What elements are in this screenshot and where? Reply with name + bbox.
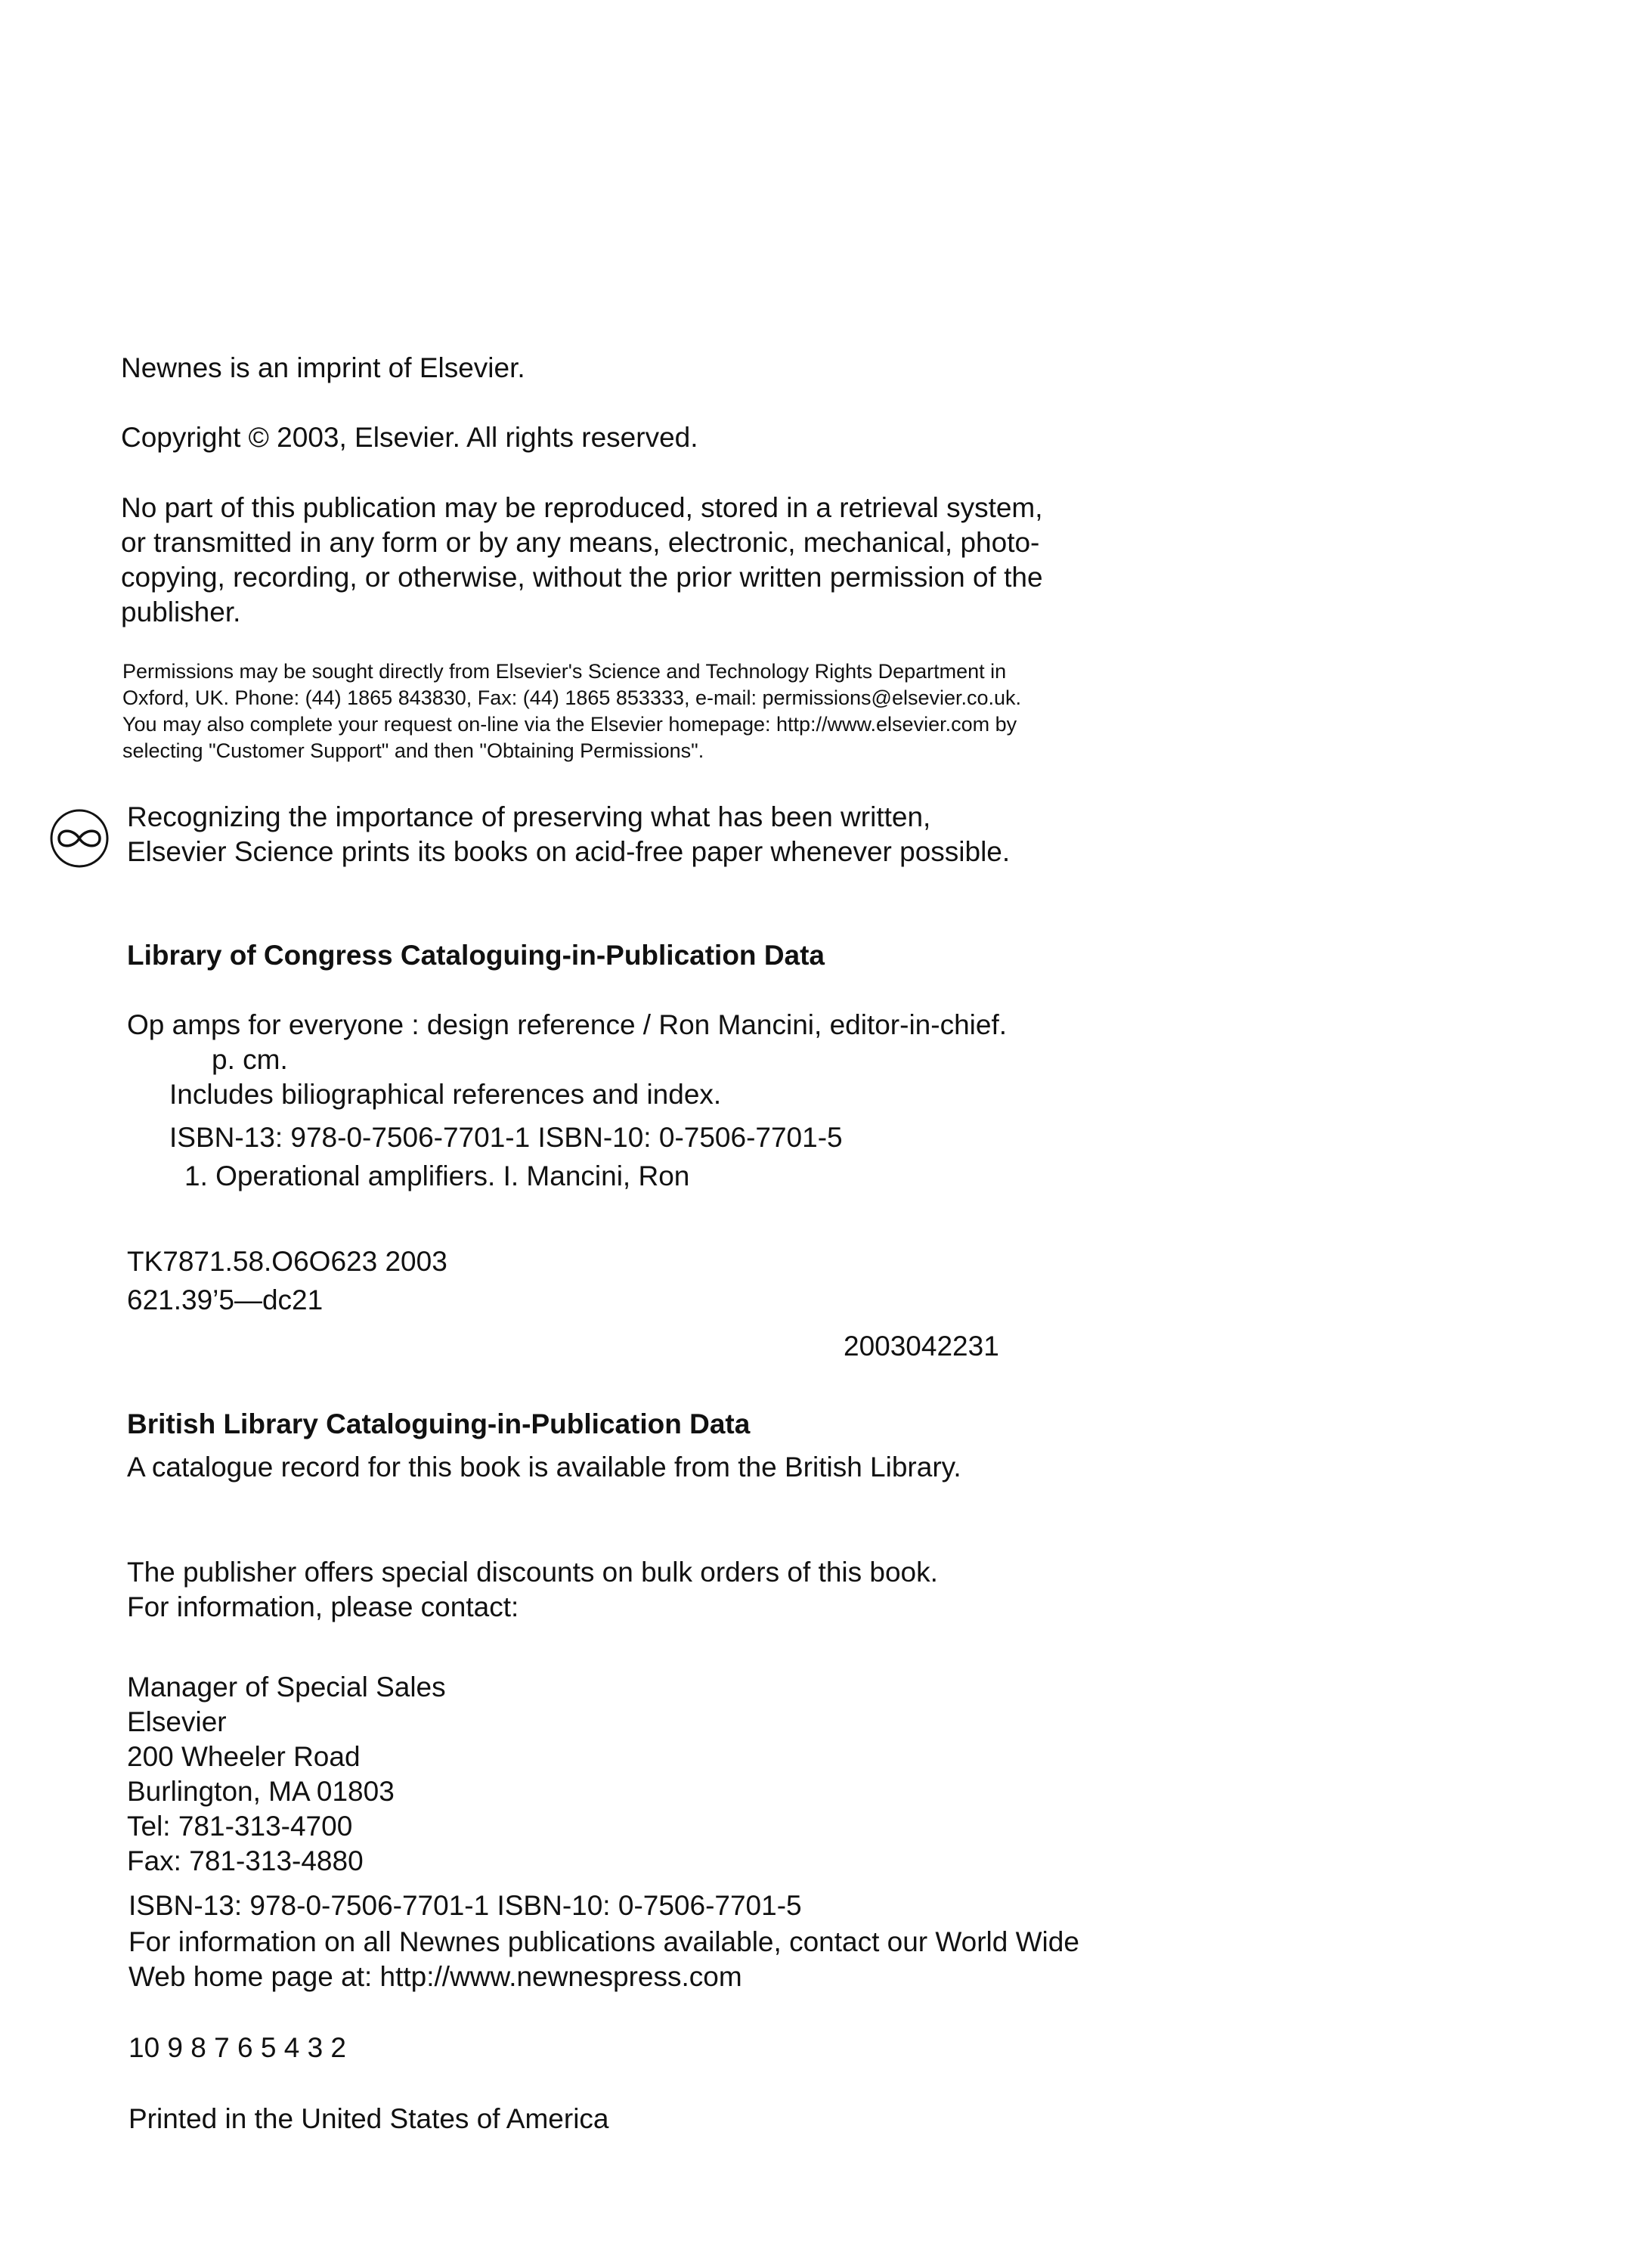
loc-pcm: p. cm. <box>212 1044 288 1075</box>
address-line: Manager of Special Sales <box>127 1672 446 1703</box>
loc-control-number: 2003042231 <box>844 1331 999 1362</box>
acid-free-line: Recognizing the importance of preserving what has been written, <box>127 801 931 832</box>
web-info-line: For information on all Newnes publications available, contact our World Wide <box>128 1926 1079 1957</box>
permissions-notice-line: Oxford, UK. Phone: (44) 1865 843830, Fax: (44) 1865 853333, e-mail: permissions@elsevier.co.uk. <box>122 686 1022 709</box>
permissions-notice-line: Permissions may be sought directly from Elsevier's Science and Technology Rights Department in <box>122 660 1007 683</box>
discounts-notice <box>127 1555 938 1625</box>
web-info-line: Web home page at: http://www.newnespress.com <box>128 1961 742 1992</box>
loc-subjects: 1. Operational amplifiers. I. Mancini, Ron <box>184 1160 690 1191</box>
permissions-notice <box>122 658 1021 764</box>
printed-in-line: Printed in the United States of America <box>128 2103 609 2134</box>
loc-dewey: 621.39’5—dc21 <box>127 1284 324 1315</box>
infinity-icon <box>48 807 110 869</box>
sales-address <box>127 1670 446 1879</box>
copyright-line: Copyright © 2003, Elsevier. All rights reserved. <box>121 422 698 453</box>
loc-heading: Library of Congress Cataloguing-in-Publication Data <box>127 940 825 971</box>
reproduction-notice-line: copying, recording, or otherwise, without the prior written permission of the <box>121 562 1043 593</box>
loc-title-line: Op amps for everyone : design reference / Ron Mancini, editor-in-chief. <box>127 1009 1008 1040</box>
permissions-notice-line: selecting "Customer Support" and then "Obtaining Permissions". <box>122 739 704 762</box>
british-library-heading: British Library Cataloguing-in-Publication Data <box>127 1408 751 1439</box>
reproduction-notice-line: No part of this publication may be reproduced, stored in a retrieval system, <box>121 492 1043 523</box>
web-info <box>128 1925 1079 1994</box>
address-line: Elsevier <box>127 1706 227 1737</box>
address-line: Burlington, MA 01803 <box>127 1776 395 1807</box>
address-line: 200 Wheeler Road <box>127 1741 361 1772</box>
address-line: Fax: 781-313-4880 <box>127 1845 364 1876</box>
reproduction-notice-line: publisher. <box>121 596 241 627</box>
address-line: Tel: 781-313-4700 <box>127 1811 353 1842</box>
isbn-footer: ISBN-13: 978-0-7506-7701-1 ISBN-10: 0-7506-7701-5 <box>128 1890 802 1921</box>
permissions-notice-line: You may also complete your request on-line via the Elsevier homepage: http://www.elsevier.com by <box>122 713 1017 736</box>
discounts-line: The publisher offers special discounts on bulk orders of this book. <box>127 1557 938 1588</box>
acid-free-statement <box>127 800 1010 869</box>
loc-classification: TK7871.58.O6O623 2003 <box>127 1246 447 1277</box>
loc-isbn: ISBN-13: 978-0-7506-7701-1 ISBN-10: 0-7506-7701-5 <box>169 1122 843 1153</box>
loc-includes: Includes biliographical references and index. <box>169 1079 722 1110</box>
reproduction-notice <box>121 491 1043 630</box>
imprint-line: Newnes is an imprint of Elsevier. <box>121 352 525 383</box>
reproduction-notice-line: or transmitted in any form or by any means, electronic, mechanical, photo- <box>121 527 1040 558</box>
printing-line: 10 9 8 7 6 5 4 3 2 <box>128 2032 347 2063</box>
discounts-line: For information, please contact: <box>127 1591 519 1622</box>
acid-free-line: Elsevier Science prints its books on acid-free paper whenever possible. <box>127 836 1011 867</box>
british-library-text: A catalogue record for this book is available from the British Library. <box>127 1452 961 1483</box>
